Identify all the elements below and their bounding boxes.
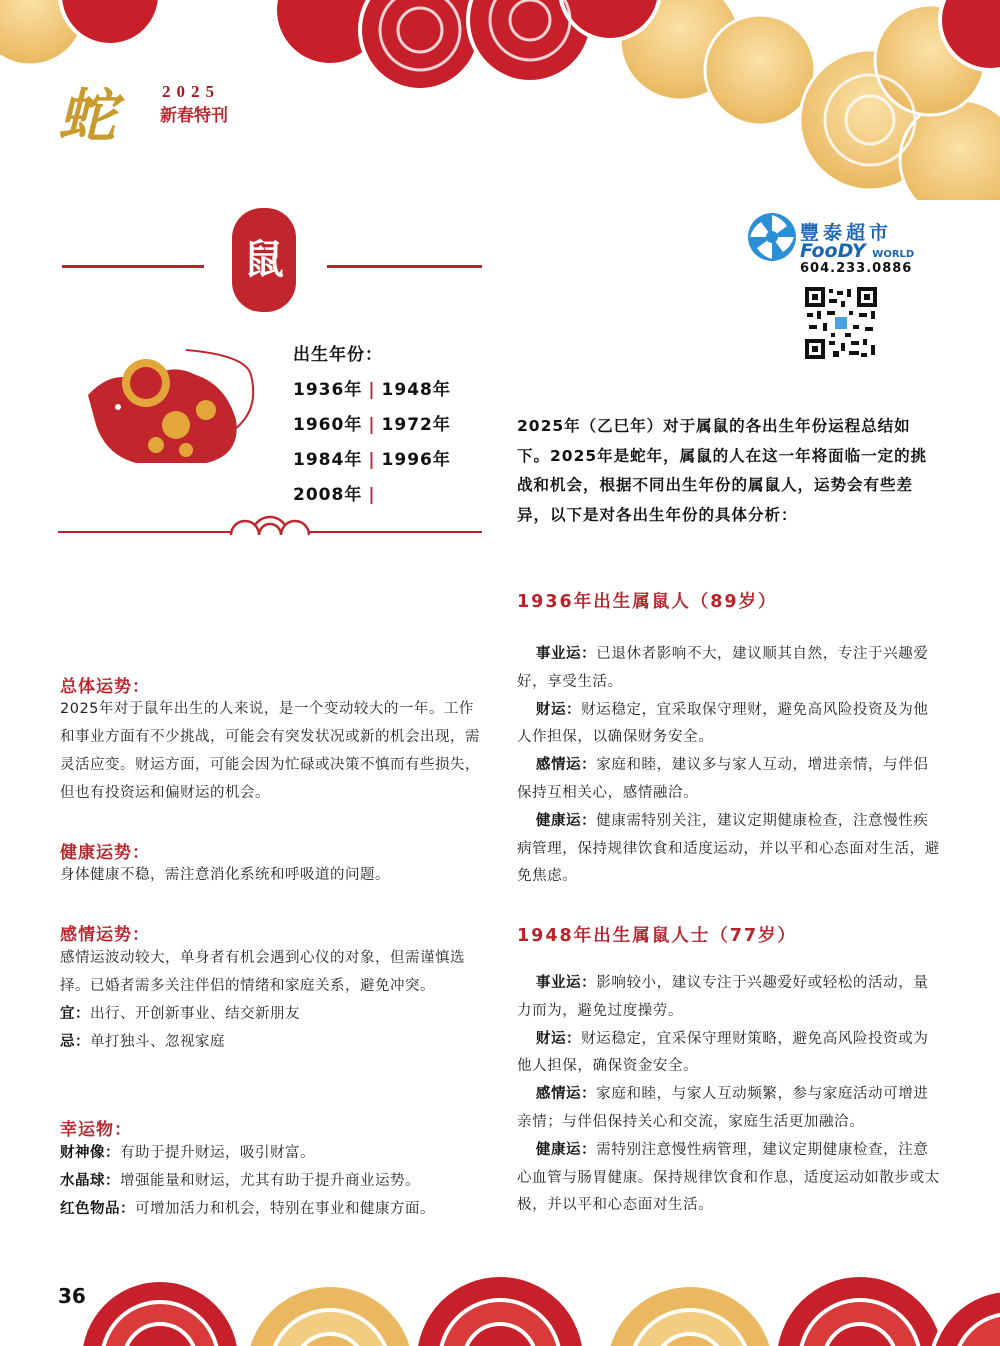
- health-title: 健康运势：: [60, 843, 150, 863]
- divider-line-right: [327, 265, 482, 268]
- sponsor-phone: 604.233.0886: [800, 261, 913, 276]
- lucky-item: [60, 1139, 485, 1167]
- fortune-label: 健康运：: [535, 812, 597, 829]
- intro-paragraph: 2025年（乙巳年）对于属鼠的各出生年份运程总结如下。2025年是蛇年，属鼠的人在这一年将面临一定的挑战和机会，根据不同出生年份的属鼠人，运势会有些差异，以下是对各出生年份的具体分析：: [517, 417, 928, 524]
- do-text: 出行、开创新事业、结交新朋友: [90, 1006, 300, 1022]
- lucky-label: 财神像：: [60, 1145, 120, 1161]
- qr-code-icon[interactable]: [805, 287, 877, 359]
- birth-years-heading: 出生年份：: [293, 345, 383, 365]
- birth-year: 1948年: [381, 380, 451, 400]
- fortune-text: 家庭和睦，与家人互动频繁，参与家庭活动可增进亲情；与伴侣保持关心和交流，家庭生活更加融洽。: [517, 1086, 929, 1130]
- birth-year: 1936年: [293, 380, 363, 400]
- bottom-wave-decoration: [0, 1250, 1000, 1346]
- sponsor-brand: [800, 240, 914, 262]
- year-separator: |: [368, 415, 376, 435]
- sponsor-logo-icon: [747, 212, 797, 262]
- lucky-item: [60, 1167, 485, 1195]
- fortune-item: [517, 641, 942, 697]
- brand-text: FooDY: [800, 240, 866, 262]
- fortune-item: [517, 970, 942, 1026]
- birth-years-row: [293, 445, 451, 470]
- fortune-item: [517, 697, 942, 753]
- fortune-text: 影响较小，建议专注于兴趣爱好或轻松的活动，量力而为，避免过度操劳。: [517, 975, 929, 1019]
- birth-year: 2008年: [293, 485, 363, 505]
- fortune-label: 财运：: [535, 701, 582, 718]
- birth-years-row: [293, 375, 451, 400]
- fortune-label: 感情运：: [535, 1086, 597, 1103]
- lucky-body: [60, 1139, 485, 1223]
- fortune-item: [517, 1137, 942, 1220]
- section-body-1936: [517, 641, 942, 891]
- love-text: 感情运波动较大，单身者有机会遇到心仪的对象，但需谨慎选择。已婚者需多关注伴侣的情绪和家庭关系，避免冲突。: [60, 950, 465, 994]
- section-body-1948: [517, 970, 942, 1220]
- lucky-item: [60, 1195, 485, 1223]
- lucky-text: 可增加活力和机会，特别在事业和健康方面。: [135, 1201, 435, 1217]
- section-title-1936: 1936年出生属鼠人（89岁）: [517, 592, 778, 612]
- fortune-text: 财运稳定，宜采保守理财策略，避免高风险投资或为他人担保，确保资金安全。: [517, 1030, 929, 1075]
- lucky-text: 有助于提升财运，吸引财富。: [120, 1145, 315, 1161]
- overall-title: 总体运势：: [60, 677, 150, 697]
- year-separator: |: [368, 380, 376, 400]
- fortune-item: [517, 808, 942, 891]
- year-separator: |: [368, 485, 376, 505]
- fortune-text: 财运稳定，宜采取保守理财，避免高风险投资及为他人作担保，以确保财务安全。: [517, 701, 929, 746]
- fortune-label: 感情运：: [535, 757, 597, 774]
- page-number: 36: [58, 1284, 86, 1308]
- masthead-year: 2025: [162, 82, 220, 101]
- fortune-label: 健康运：: [535, 1141, 597, 1158]
- lucky-text: 增强能量和财运，尤其有助于提升商业运势。: [120, 1173, 420, 1189]
- year-separator: |: [368, 450, 376, 470]
- masthead-calligraphy: 蛇: [58, 82, 111, 150]
- fortune-label: 事业运：: [535, 646, 597, 662]
- do-label: 宜：: [60, 1006, 90, 1022]
- fortune-item: [517, 1081, 942, 1137]
- top-cloud-decoration: [0, 0, 1000, 200]
- dont-label: 忌：: [60, 1034, 90, 1050]
- lucky-label: 水晶球：: [60, 1173, 120, 1189]
- fortune-label: 事业运：: [535, 975, 597, 991]
- rat-illustration: [76, 345, 266, 475]
- health-text: 身体健康不稳，需注意消化系统和呼吸道的问题。: [60, 867, 390, 883]
- zodiac-seal: 鼠: [232, 208, 296, 312]
- birth-year: 1972年: [381, 415, 451, 435]
- love-dont: [60, 1028, 485, 1056]
- birth-year: 1996年: [381, 450, 451, 470]
- lucky-title: 幸运物：: [60, 1120, 132, 1140]
- fortune-label: 财运：: [535, 1030, 582, 1047]
- masthead-subtitle: 新春特刊: [160, 106, 228, 126]
- sponsor-name: 豐泰超市: [800, 222, 893, 244]
- fortune-text: 健康需特别关注，建议定期健康检查，注意慢性疾病管理，保持规律饮食和适度运动，并以平和心态面对生活，避免焦虑。: [517, 812, 940, 885]
- birth-year: 1984年: [293, 450, 363, 470]
- brand-suffix: WORLD: [872, 249, 915, 260]
- divider-line-left: [62, 265, 204, 268]
- birth-years-row: [293, 480, 382, 505]
- fortune-item: [517, 752, 942, 808]
- fortune-item: [517, 1026, 942, 1082]
- section-title-1948: 1948年出生属鼠人士（77岁）: [517, 926, 798, 946]
- dont-text: 单打独斗、忽视家庭: [90, 1034, 225, 1050]
- fortune-text: 需特别注意慢性病管理，建议定期健康检查，注意心血管与肠胃健康。保持规律饮食和作息，适度运动如散步或太极，并以平和心态面对生活。: [517, 1141, 940, 1214]
- fortune-text: 已退休者影响不大，建议顺其自然，专注于兴趣爱好，享受生活。: [517, 646, 929, 690]
- wave-ornament: [225, 513, 315, 535]
- overall-text: 2025年对于鼠年出生的人来说，是一个变动较大的一年。工作和事业方面有不少挑战，可能会有突发状况或新的机会出现，需灵活应变。财运方面，可能会因为忙碌或决策不慎而有些损失，但也有投资运和偏财运的机会。: [60, 701, 480, 801]
- fortune-text: 家庭和睦，建议多与家人互动，增进亲情，与伴侣保持互相关心，感情融洽。: [517, 757, 929, 801]
- love-title: 感情运势：: [60, 925, 150, 945]
- lucky-label: 红色物品：: [60, 1201, 135, 1217]
- birth-years-row: [293, 410, 451, 435]
- birth-year: 1960年: [293, 415, 363, 435]
- love-body: [60, 944, 485, 1056]
- love-do: [60, 1000, 485, 1028]
